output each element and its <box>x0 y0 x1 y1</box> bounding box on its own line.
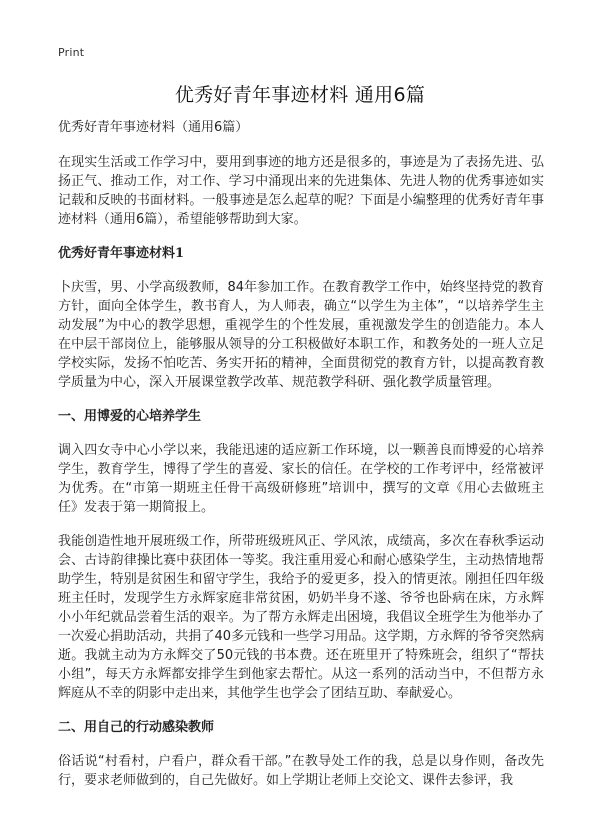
subsection-heading-2: 二、用自己的行动感染教师 <box>58 720 215 735</box>
print-link[interactable]: Print <box>58 46 85 59</box>
document-body <box>58 118 544 805</box>
subsection-heading-1: 一、用博爱的心培养学生 <box>58 409 202 424</box>
section1-paragraph-1: 卜庆雪，男、小学高级教师，84年参加工作。在教育教学工作中，始终坚持党的教育方针，面向全体学生，教书育人，为人师表，确立“以学生为主体”，“以培养学生主动发展”为中心的教学思想，重视学生的个性发展，重视激发学生的创造能力。本人在中层干部岗位上，能够服从领导的分工积极做好本职工作，和教务处的一班人立足学校实际，发扬不怕吃苦、务实开拓的精神，全面贯彻党的教育方针，以提高教育教学质量为中心，深入开展课堂教学改革、规范教学科研、强化教学质量管理。 <box>58 280 544 390</box>
document-title: 优秀好青年事迹材料 通用6篇 <box>174 84 426 106</box>
subsection2-paragraph-1: 俗话说“村看村，户看户，群众看干部。”在教导处工作的我，总是以身作则，备改先行，要求老师做到的，自己先做好。如上学期让老师上交论文、课件去参评，我 <box>58 754 544 788</box>
subsection1-paragraph-2: 我能创造性地开展班级工作，所带班级班风正、学风浓，成绩高，多次在春秋季运动会、古诗韵律操比赛中获团体一等奖。我注重用爱心和耐心感染学生，主动热情地帮助学生，特别是贫困生和留守学生，我给予的爱更多，投入的情更浓。刚担任四年级班主任时，发现学生方永辉家庭非常贫困，奶奶半身不遂、爷爷也卧病在床，方永辉小小年纪就品尝着生活的艰辛。为了帮方永辉走出困境，我倡议全班学生为他举办了一次爱心捐助活动，共捐了40多元钱和一些学习用品。这学期，方永辉的爷爷突然病逝。我就主动为方永辉交了50元钱的书本费。还在班里开了特殊班会，组织了“帮扶小组”，每天方永辉都安排学生到他家去帮忙。从这一系列的活动当中，不但帮方永辉庭从不幸的阴影中走出来，其他学生也学会了团结互助、奉献爱心。 <box>58 534 544 701</box>
intro-paragraph: 在现实生活或工作学习中，要用到事迹的地方还是很多的，事迹是为了表扬先进、弘扬正气、推动工作，对工作、学习中涌现出来的先进集体、先进人物的优秀事迹如实记载和反映的书面材料。一般事迹是怎么起草的呢？下面是小编整理的优秀好青年事迹材料（通用6篇），希望能够帮助到大家。 <box>58 155 544 227</box>
subsection1-paragraph-1: 调入四女寺中心小学以来，我能迅速的适应新工作环境，以一颗善良而博爱的心培养学生，教育学生，博得了学生的喜爱、家长的信任。在学校的工作考评中，经常被评为优秀。在“市第一期班主任骨干高级研修班”培训中，撰写的文章《用心去做班主任》发表于第一期简报上。 <box>58 443 544 515</box>
section-heading-1: 优秀好青年事迹材料1 <box>58 246 185 261</box>
document-subtitle: 优秀好青年事迹材料（通用6篇） <box>58 120 249 135</box>
